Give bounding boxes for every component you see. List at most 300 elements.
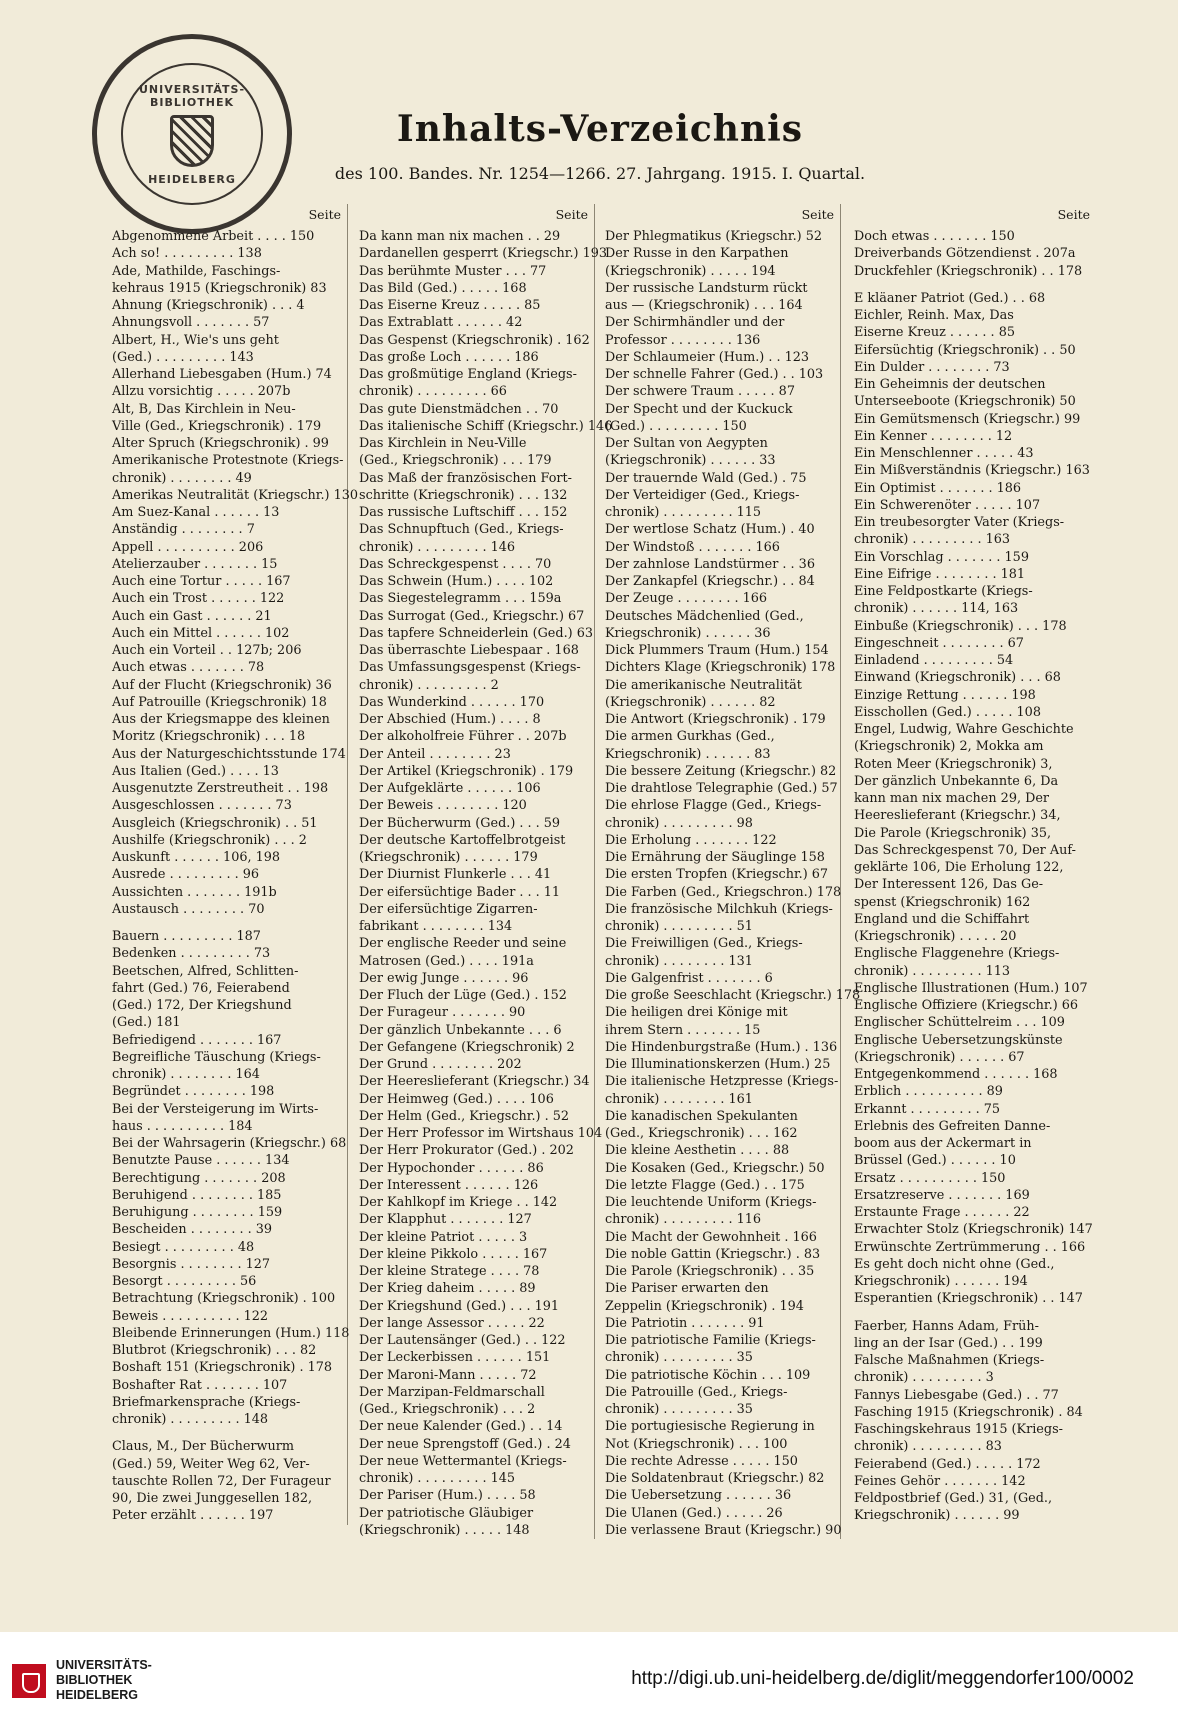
- index-entry: Ein Geheimnis der deutschen: [854, 377, 1046, 392]
- index-entry: Auch ein Mittel . . . . . . 102: [112, 625, 290, 641]
- index-entry: kann man nix machen 29, Der: [854, 791, 1050, 806]
- index-entry: Das italienische Schiff (Kriegschr.) 146: [359, 418, 613, 434]
- index-entry: Kriegschronik) . . . . . . 194: [854, 1274, 1028, 1289]
- page-heading: [300, 108, 900, 183]
- index-entry: Eisschollen (Ged.) . . . . . 108: [854, 704, 1041, 720]
- index-entry: Betrachtung (Kriegschronik) . 100: [112, 1291, 336, 1307]
- index-entry: Alt, B, Das Kirchlein in Neu-: [112, 401, 296, 417]
- index-entry: Der englische Reeder und seine: [359, 936, 567, 952]
- index-entry: Ein Schwerenöter . . . . . 107: [854, 497, 1041, 513]
- index-entry: chronik) . . . . . . . . 164: [112, 1067, 260, 1082]
- index-entry: Ein treubesorgter Vater (Kriegs-: [854, 515, 1065, 530]
- index-entry: chronik) . . . . . . . . . 116: [605, 1212, 762, 1228]
- logo-line-1: UNIVERSITÄTS-: [56, 1658, 152, 1672]
- index-entry: Englische Offiziere (Kriegschr.) 66: [854, 998, 1079, 1013]
- index-column-2: [359, 204, 613, 1539]
- column-header: Seite: [308, 207, 341, 222]
- index-entry: Die leuchtende Uniform (Kriegs-: [605, 1195, 817, 1210]
- index-entry: Falsche Maßnahmen (Kriegs-: [854, 1353, 1045, 1368]
- index-entry: Der Grund . . . . . . . . 202: [359, 1057, 522, 1072]
- index-entry: chronik) . . . . . . . . . 2: [359, 677, 499, 693]
- index-entry: Das Eiserne Kreuz . . . . . 85: [359, 298, 541, 313]
- stamp-top-text: UNIVERSITÄTS-BIBLIOTHEK: [138, 82, 246, 109]
- index-entry: Begreifliche Täuschung (Kriegs-: [112, 1049, 321, 1065]
- index-entry: (Kriegschronik) . . . . . . 67: [854, 1049, 1025, 1065]
- index-entry: Beruhigend . . . . . . . . 185: [112, 1187, 282, 1203]
- index-entry: Ausgeschlossen . . . . . . . 73: [112, 798, 292, 814]
- index-entry: Beweis . . . . . . . . . . 122: [112, 1308, 269, 1324]
- index-entry: Die ersten Tropfen (Kriegschr.) 67: [605, 867, 829, 883]
- index-entry: Erstaunte Frage . . . . . . 22: [854, 1205, 1030, 1220]
- index-entry: Das Extrablatt . . . . . . 42: [359, 315, 523, 331]
- index-entry: Aus der Kriegsmappe des kleinen: [112, 712, 330, 727]
- index-entry: Auch ein Gast . . . . . . 21: [112, 608, 272, 624]
- index-entry: Der Krieg daheim . . . . . 89: [359, 1281, 536, 1297]
- index-entry: Besorgt . . . . . . . . . 56: [112, 1274, 257, 1289]
- index-entry: Der Specht und der Kuckuck: [605, 401, 793, 417]
- index-entry: Faerber, Hanns Adam, Früh-: [854, 1318, 1039, 1334]
- index-entry: Das Schreckgespenst . . . . 70: [359, 556, 552, 572]
- index-entry: Auf Patrouille (Kriegschronik) 18: [112, 694, 327, 710]
- index-entry: Der neue Kalender (Ged.) . . 14: [359, 1419, 563, 1435]
- index-entry: Ach so! . . . . . . . . . 138: [112, 246, 262, 262]
- index-entry: Das russische Luftschiff . . . 152: [359, 505, 568, 520]
- index-entry: Die Illuminationskerzen (Hum.) 25: [605, 1057, 831, 1072]
- index-entry: Der Artikel (Kriegschronik) . 179: [359, 763, 574, 779]
- index-entry: Der Russe in den Karpathen: [605, 246, 789, 262]
- index-entry: Austausch . . . . . . . . 70: [112, 901, 265, 917]
- index-entry: Atelierzauber . . . . . . . 15: [112, 556, 278, 572]
- index-entry: Der Klapphut . . . . . . . 127: [359, 1212, 532, 1228]
- index-entry: Eine Eifrige . . . . . . . . 181: [854, 566, 1026, 582]
- index-entry: Einladend . . . . . . . . . 54: [854, 653, 1014, 668]
- index-entry: Dreiverbands Götzendienst . 207a: [854, 246, 1076, 262]
- index-entry: Engel, Ludwig, Wahre Geschichte: [854, 722, 1074, 737]
- index-entry: chronik) . . . . . . . . . 146: [359, 539, 516, 555]
- index-entry: Ein Mißverständnis (Kriegschr.) 163: [854, 463, 1090, 479]
- index-entry: 90, Die zwei Junggesellen 182,: [112, 1491, 313, 1506]
- index-entry: schritte (Kriegschronik) . . . 132: [359, 487, 568, 503]
- index-entry: Erwachter Stolz (Kriegschronik) 147: [854, 1222, 1093, 1238]
- index-entry: Boshaft 151 (Kriegschronik) . 178: [112, 1360, 333, 1376]
- index-entry: (Kriegschronik) . . . . . 148: [359, 1522, 530, 1538]
- index-entry: Der kleine Pikkolo . . . . . 167: [359, 1246, 548, 1262]
- index-entry: Der Phlegmatikus (Kriegschr.) 52: [605, 229, 822, 244]
- index-entry: kehraus 1915 (Kriegschronik) 83: [112, 280, 327, 296]
- index-entry: Der Diurnist Flunkerle . . . 41: [359, 867, 552, 883]
- index-entry: Kriegschronik) . . . . . . 36: [605, 625, 771, 641]
- index-entry: Dick Plummers Traum (Hum.) 154: [605, 643, 829, 658]
- index-entry: chronik) . . . . . . . . 131: [605, 953, 753, 969]
- index-entry: Der Aufgeklärte . . . . . . 106: [359, 781, 541, 796]
- index-entry: Der Interessent . . . . . . 126: [359, 1177, 539, 1193]
- index-entry: Anständig . . . . . . . . 7: [112, 522, 255, 538]
- index-entry: Der trauernde Wald (Ged.) . 75: [605, 470, 807, 486]
- index-entry: Das Kirchlein in Neu-Ville: [359, 436, 527, 451]
- index-entry: Auch ein Trost . . . . . . 122: [112, 591, 285, 607]
- index-entry: Die Hindenburgstraße (Hum.) . 136: [605, 1039, 838, 1055]
- index-entry: Englische Flaggenehre (Kriegs-: [854, 946, 1060, 962]
- index-entry: Die patriotische Köchin . . . 109: [605, 1367, 811, 1383]
- index-entry: Die drahtlose Telegraphie (Ged.) 57: [605, 781, 838, 796]
- index-entry: Eiserne Kreuz . . . . . . 85: [854, 325, 1015, 341]
- index-entry: Ade, Mathilde, Faschings-: [112, 263, 281, 279]
- index-entry: (Kriegschronik) . . . . . 194: [605, 263, 776, 279]
- index-entry: Der Marzipan-Feldmarschall: [359, 1384, 545, 1400]
- index-entry: Berechtigung . . . . . . . 208: [112, 1170, 286, 1186]
- index-entry: Der Bücherwurm (Ged.) . . . 59: [359, 815, 561, 831]
- index-entry: Die noble Gattin (Kriegschr.) . 83: [605, 1246, 821, 1262]
- index-entry: Das Gespenst (Kriegschronik) . 162: [359, 332, 590, 348]
- index-entry: Amerikanische Protestnote (Kriegs-: [112, 453, 344, 469]
- index-entry: Benutzte Pause . . . . . . 134: [112, 1153, 290, 1169]
- index-entry: Die portugiesische Regierung in: [605, 1419, 815, 1435]
- index-entry: Am Suez-Kanal . . . . . . 13: [112, 505, 280, 520]
- index-entry: Professor . . . . . . . . 136: [605, 332, 761, 348]
- index-entry: (Kriegschronik) . . . . . . 33: [605, 453, 776, 469]
- index-entry: Englische Illustrationen (Hum.) 107: [854, 980, 1088, 996]
- index-entry: Der Kahlkopf im Kriege . . 142: [359, 1195, 558, 1210]
- index-entry: (Ged., Kriegschronik) . . . 2: [359, 1402, 536, 1417]
- index-entry: Der Furageur . . . . . . . 90: [359, 1005, 526, 1021]
- index-entry: (Kriegschronik) 2, Mokka am: [854, 739, 1044, 755]
- index-entry: Albert, H., Wie's uns geht: [112, 332, 279, 348]
- index-entry: Das berühmte Muster . . . 77: [359, 263, 547, 279]
- index-entry: Die amerikanische Neutralität: [605, 677, 802, 693]
- coat-of-arms-icon: [170, 115, 214, 167]
- stamp-inner-ring: [121, 63, 263, 205]
- index-entry: Die heiligen drei Könige mit: [605, 1005, 788, 1021]
- index-entry: Heereslieferant (Kriegschr.) 34,: [854, 808, 1061, 824]
- index-entry: Ersatzreserve . . . . . . . 169: [854, 1187, 1030, 1203]
- index-entry: Es geht doch nicht ohne (Ged.,: [854, 1256, 1055, 1272]
- index-columns: [112, 204, 1092, 1564]
- index-entry: (Ged.) 172, Der Kriegshund: [112, 998, 292, 1013]
- index-entry: Bescheiden . . . . . . . . 39: [112, 1222, 273, 1238]
- index-entry: Roten Meer (Kriegschronik) 3,: [854, 756, 1053, 772]
- index-entry: Bei der Wahrsagerin (Kriegschr.) 68: [112, 1136, 347, 1151]
- index-column-3: [605, 204, 861, 1539]
- index-entry: Die patriotische Familie (Kriegs-: [605, 1333, 816, 1348]
- index-entry: Der ewig Junge . . . . . . 96: [359, 970, 529, 986]
- index-entry: Brüssel (Ged.) . . . . . . 10: [854, 1153, 1016, 1169]
- index-entry: Der Maroni-Mann . . . . . 72: [359, 1367, 537, 1383]
- index-entry: Erwünschte Zertrümmerung . . 166: [854, 1239, 1086, 1255]
- index-entry: Der Zeuge . . . . . . . . 166: [605, 591, 768, 607]
- permalink-url[interactable]: http://digi.ub.uni-heidelberg.de/diglit/meggendorfer100/0002: [631, 1668, 1134, 1689]
- index-entry: Der schwere Traum . . . . . 87: [605, 384, 795, 400]
- index-entry: Blutbrot (Kriegschronik) . . . 82: [112, 1343, 317, 1358]
- index-entry: Auch eine Tortur . . . . . 167: [112, 574, 291, 589]
- index-entry: chronik) . . . . . . . . . 113: [854, 963, 1011, 979]
- index-entry: (Ged., Kriegschronik) . . . 162: [605, 1126, 798, 1141]
- index-entry: Das Wunderkind . . . . . . 170: [359, 694, 545, 710]
- index-entry: Aussichten . . . . . . . 191b: [112, 884, 277, 900]
- index-entry: Ein Vorschlag . . . . . . . 159: [854, 549, 1029, 565]
- index-entry: Ahnung (Kriegschronik) . . . 4: [112, 298, 305, 313]
- index-entry: Ein Kenner . . . . . . . . 12: [854, 428, 1013, 444]
- index-entry: Bleibende Erinnerungen (Hum.) 118: [112, 1325, 350, 1341]
- index-entry: Der zahnlose Landstürmer . . 36: [605, 556, 815, 572]
- index-entry: boom aus der Ackermart in: [854, 1136, 1032, 1151]
- index-entry: Der Herr Prokurator (Ged.) . 202: [359, 1143, 574, 1159]
- index-entry: Briefmarkensprache (Kriegs-: [112, 1394, 301, 1410]
- logo-line-2: BIBLIOTHEK: [56, 1673, 133, 1687]
- index-entry: Der lange Assessor . . . . . 22: [359, 1315, 545, 1331]
- index-entry: Ein Optimist . . . . . . . 186: [854, 480, 1022, 496]
- index-entry: Der eifersüchtige Zigarren-: [359, 901, 538, 917]
- index-entry: (Ged., Kriegschronik) . . . 179: [359, 453, 552, 469]
- index-entry: Der Helm (Ged., Kriegschr.) . 52: [359, 1108, 569, 1124]
- index-entry: Der patriotische Gläubiger: [359, 1505, 534, 1521]
- index-entry: Das Bild (Ged.) . . . . . 168: [359, 280, 527, 296]
- index-entry: Der wertlose Schatz (Hum.) . 40: [605, 522, 815, 538]
- index-entry: Ville (Ged., Kriegschronik) . 179: [112, 418, 322, 434]
- index-entry: Peter erzählt . . . . . . 197: [112, 1508, 274, 1524]
- index-entry: (Ged.) . . . . . . . . . 150: [605, 418, 747, 434]
- library-logo-icon: [12, 1664, 46, 1698]
- viewer-footer: [0, 1632, 1178, 1729]
- index-entry: Englische Uebersetzungskünste: [854, 1032, 1063, 1048]
- index-entry: chronik) . . . . . . . . . 145: [359, 1471, 516, 1486]
- index-entry: Esperantien (Kriegschronik) . . 147: [854, 1291, 1083, 1307]
- index-entry: Einwand (Kriegschronik) . . . 68: [854, 670, 1061, 686]
- index-entry: Feines Gehör . . . . . . . 142: [854, 1473, 1026, 1489]
- index-entry: Die rechte Adresse . . . . . 150: [605, 1453, 798, 1469]
- index-entry: Bei der Versteigerung im Wirts-: [112, 1101, 319, 1117]
- index-entry: Abgenommene Arbeit . . . . 150: [112, 229, 315, 244]
- index-entry: Der Herr Professor im Wirtshaus 104: [359, 1126, 603, 1141]
- index-entry: chronik) . . . . . . . . . 115: [605, 505, 762, 520]
- index-entry: Die Uebersetzung . . . . . . 36: [605, 1488, 792, 1504]
- index-entry: Die Farben (Ged., Kriegschron.) 178: [605, 884, 842, 900]
- index-entry: Der Sultan von Aegypten: [605, 436, 768, 451]
- index-entry: Die kanadischen Spekulanten: [605, 1108, 798, 1124]
- index-entry: Ahnungsvoll . . . . . . . 57: [112, 315, 270, 331]
- index-entry: Der Verteidiger (Ged., Kriegs-: [605, 487, 800, 503]
- index-entry: Eingeschneit . . . . . . . . 67: [854, 635, 1024, 651]
- index-entry: Kriegschronik) . . . . . . 99: [854, 1508, 1020, 1524]
- library-logo-text: [56, 1658, 152, 1703]
- index-entry: Bauern . . . . . . . . . 187: [112, 929, 261, 944]
- index-entry: Der kleine Stratege . . . . 78: [359, 1264, 540, 1279]
- index-entry: Beruhigung . . . . . . . . 159: [112, 1205, 283, 1220]
- index-entry: Dichters Klage (Kriegschronik) 178: [605, 660, 836, 676]
- index-entry: Feierabend (Ged.) . . . . . 172: [854, 1456, 1041, 1472]
- index-entry: Der Schirmhändler und der: [605, 315, 785, 331]
- index-entry: Entgegenkommend . . . . . . 168: [854, 1067, 1058, 1082]
- index-entry: Der Fluch der Lüge (Ged.) . 152: [359, 988, 567, 1003]
- index-entry: Aus der Naturgeschichtsstunde 174: [112, 746, 346, 762]
- index-entry: Eichler, Reinh. Max, Das: [854, 308, 1014, 323]
- index-entry: Einbuße (Kriegschronik) . . . 178: [854, 618, 1067, 634]
- index-entry: Das überraschte Liebespaar . 168: [359, 643, 579, 658]
- index-entry: Der Anteil . . . . . . . . 23: [359, 746, 511, 762]
- index-entry: chronik) . . . . . . . . . 51: [605, 919, 753, 934]
- index-entry: Auch etwas . . . . . . . 78: [112, 660, 265, 676]
- index-entry: Zeppelin (Kriegschronik) . 194: [605, 1298, 804, 1314]
- index-entry: chronik) . . . . . . . . 49: [112, 470, 252, 486]
- index-entry: Amerikas Neutralität (Kriegschr.) 130: [112, 487, 359, 503]
- index-entry: Die Freiwilligen (Ged., Kriegs-: [605, 936, 803, 952]
- index-entry: Die Parole (Kriegschronik) . . 35: [605, 1264, 815, 1279]
- index-entry: Die Patriotin . . . . . . . 91: [605, 1315, 765, 1331]
- index-entry: Der kleine Patriot . . . . . 3: [359, 1229, 528, 1245]
- index-column-1: [112, 204, 359, 1525]
- index-entry: (Kriegschronik) . . . . . . 179: [359, 850, 538, 865]
- index-entry: chronik) . . . . . . . . . 3: [854, 1370, 994, 1386]
- index-entry: Appell . . . . . . . . . . 206: [112, 539, 264, 555]
- index-entry: tauschte Rollen 72, Der Furageur: [112, 1473, 331, 1489]
- index-entry: Das Schreckgespenst 70, Der Auf-: [854, 842, 1076, 858]
- index-entry: Der russische Landsturm rückt: [605, 280, 808, 296]
- index-entry: Die armen Gurkhas (Ged.,: [605, 729, 775, 745]
- index-entry: Erkannt . . . . . . . . . 75: [854, 1101, 1001, 1117]
- index-entry: aus — (Kriegschronik) . . . 164: [605, 298, 803, 313]
- index-entry: Ausgenutzte Zerstreutheit . . 198: [112, 781, 329, 796]
- index-entry: (Ged.) . . . . . . . . . 143: [112, 349, 254, 365]
- index-entry: Allzu vorsichtig . . . . . 207b: [112, 384, 291, 400]
- index-entry: Not (Kriegschronik) . . . 100: [605, 1436, 788, 1452]
- index-entry: Der deutsche Kartoffelbrotgeist: [359, 832, 566, 848]
- library-logo[interactable]: [12, 1658, 152, 1703]
- index-entry: (Kriegschronik) . . . . . 20: [854, 929, 1017, 944]
- index-entry: Doch etwas . . . . . . . 150: [854, 229, 1015, 244]
- index-entry: chronik) . . . . . . . . . 35: [605, 1350, 753, 1366]
- index-entry: Moritz (Kriegschronik) . . . 18: [112, 729, 306, 745]
- index-entry: fabrikant . . . . . . . . 134: [359, 919, 513, 934]
- index-entry: Allerhand Liebesgaben (Hum.) 74: [112, 367, 332, 382]
- index-entry: Die große Seeschlacht (Kriegschr.) 178: [605, 988, 861, 1003]
- index-entry: (Kriegschronik) . . . . . . 82: [605, 694, 776, 710]
- index-entry: Unterseeboote (Kriegschronik) 50: [854, 394, 1076, 410]
- index-entry: Das Siegestelegramm . . . 159a: [359, 591, 562, 607]
- index-entry: Da kann man nix machen . . 29: [359, 229, 561, 244]
- index-entry: Das gute Dienstmädchen . . 70: [359, 401, 559, 417]
- index-entry: Der Beweis . . . . . . . . 120: [359, 798, 527, 814]
- index-entry: Der Leckerbissen . . . . . . 151: [359, 1350, 551, 1366]
- index-entry: Einzige Rettung . . . . . . 198: [854, 687, 1036, 703]
- index-entry: Faschingskehraus 1915 (Kriegs-: [854, 1422, 1063, 1437]
- index-entry: Das großmütige England (Kriegs-: [359, 367, 577, 382]
- column-header: Seite: [1057, 207, 1090, 222]
- index-entry: Begründet . . . . . . . . 198: [112, 1084, 275, 1100]
- index-entry: Das Schwein (Hum.) . . . . 102: [359, 574, 554, 589]
- index-entry: Deutsches Mädchenlied (Ged.,: [605, 608, 804, 624]
- index-entry: Besiegt . . . . . . . . . 48: [112, 1239, 255, 1255]
- page-subtitle: des 100. Bandes. Nr. 1254—1266. 27. Jahrgang. 1915. I. Quartal.: [334, 164, 866, 183]
- index-entry: (Ged.) 59, Weiter Weg 62, Ver-: [112, 1456, 310, 1472]
- index-entry: Der neue Wettermantel (Kriegs-: [359, 1453, 567, 1469]
- index-entry: Die Patrouille (Ged., Kriegs-: [605, 1384, 788, 1400]
- index-entry: Die kleine Aesthetin . . . . 88: [605, 1143, 790, 1159]
- index-entry: fahrt (Ged.) 76, Feierabend: [112, 980, 290, 996]
- index-entry: Die Galgenfrist . . . . . . . 6: [605, 970, 773, 986]
- index-entry: Claus, M., Der Bücherwurm: [112, 1439, 294, 1455]
- index-entry: Der Kriegshund (Ged.) . . . 191: [359, 1298, 560, 1314]
- index-entry: Ein Gemütsmensch (Kriegschr.) 99: [854, 411, 1081, 427]
- index-entry: Die Soldatenbraut (Kriegschr.) 82: [605, 1471, 825, 1486]
- index-entry: Auf der Flucht (Kriegschronik) 36: [112, 677, 332, 693]
- index-entry: Ausgleich (Kriegschronik) . . 51: [112, 815, 318, 831]
- index-entry: Auskunft . . . . . . 106, 198: [112, 850, 281, 865]
- index-entry: Ein Menschlenner . . . . . 43: [854, 446, 1034, 461]
- index-entry: spenst (Kriegschronik) 162: [854, 894, 1031, 910]
- index-entry: Aushilfe (Kriegschronik) . . . 2: [112, 832, 307, 848]
- index-entry: Ein Dulder . . . . . . . . 73: [854, 359, 1010, 375]
- index-entry: Erlebnis des Gefreiten Danne-: [854, 1118, 1051, 1134]
- page-title: Inhalts-Verzeichnis: [396, 108, 804, 150]
- stamp-bottom-text: HEIDELBERG: [148, 172, 236, 186]
- index-entry: Das Schnupftuch (Ged., Kriegs-: [359, 522, 564, 538]
- index-entry: Fasching 1915 (Kriegschronik) . 84: [854, 1404, 1083, 1420]
- index-entry: Der Heereslieferant (Kriegschr.) 34: [359, 1074, 590, 1090]
- index-entry: Aus Italien (Ged.) . . . . 13: [112, 763, 279, 779]
- index-entry: Eine Feldpostkarte (Kriegs-: [854, 584, 1033, 599]
- index-entry: Das Umfassungsgespenst (Kriegs-: [359, 660, 581, 676]
- index-entry: Feldpostbrief (Ged.) 31, (Ged.,: [854, 1491, 1053, 1506]
- index-entry: Der alkoholfreie Führer . . 207b: [359, 729, 567, 745]
- index-entry: Druckfehler (Kriegschronik) . . 178: [854, 263, 1083, 279]
- index-entry: Boshafter Rat . . . . . . . 107: [112, 1377, 288, 1393]
- index-entry: chronik) . . . . . . . . . 163: [854, 532, 1011, 548]
- column-header: Seite: [555, 207, 588, 222]
- index-entry: Der Zankapfel (Kriegschr.) . . 84: [605, 574, 815, 589]
- index-entry: Beetschen, Alfred, Schlitten-: [112, 963, 299, 979]
- index-entry: Ersatz . . . . . . . . . . 150: [854, 1170, 1006, 1186]
- index-entry: chronik) . . . . . . . . . 148: [112, 1412, 269, 1427]
- index-entry: Auch ein Vorteil . . 127b; 206: [112, 643, 302, 658]
- index-entry: Dardanellen gesperrt (Kriegschr.) 193: [359, 246, 608, 262]
- index-entry: Erblich . . . . . . . . . . 89: [854, 1084, 1003, 1100]
- index-entry: ling an der Isar (Ged.) . . 199: [854, 1335, 1043, 1351]
- index-entry: Die Parole (Kriegschronik) 35,: [854, 825, 1052, 841]
- index-entry: Der schnelle Fahrer (Ged.) . . 103: [605, 367, 824, 382]
- index-entry: Fannys Liebesgabe (Ged.) . . 77: [854, 1387, 1059, 1403]
- index-entry: Der Windstoß . . . . . . . 166: [605, 539, 780, 555]
- index-entry: Bedenken . . . . . . . . . 73: [112, 946, 271, 962]
- index-entry: Der Heimweg (Ged.) . . . . 106: [359, 1091, 554, 1107]
- index-entry: Der Interessent 126, Das Ge-: [854, 877, 1044, 893]
- index-entry: chronik) . . . . . . . . . 83: [854, 1439, 1002, 1455]
- index-entry: Der Gefangene (Kriegschronik) 2: [359, 1039, 575, 1055]
- index-entry: Kriegschronik) . . . . . . 83: [605, 746, 771, 762]
- index-entry: Das große Loch . . . . . . 186: [359, 349, 539, 365]
- index-entry: Der Schlaumeier (Hum.) . . 123: [605, 349, 810, 365]
- column-header: Seite: [801, 207, 834, 222]
- index-entry: Die italienische Hetzpresse (Kriegs-: [605, 1074, 839, 1090]
- index-entry: England und die Schiffahrt: [854, 911, 1030, 927]
- index-entry: chronik) . . . . . . . . . 35: [605, 1402, 753, 1417]
- index-entry: Der gänzlich Unbekannte 6, Da: [854, 773, 1059, 789]
- index-entry: chronik) . . . . . . 114, 163: [854, 601, 1019, 617]
- index-entry: Die Erholung . . . . . . . 122: [605, 832, 777, 848]
- index-entry: Der Lautensänger (Ged.) . . 122: [359, 1333, 566, 1348]
- index-entry: Der Hypochonder . . . . . . 86: [359, 1160, 544, 1176]
- index-entry: Eifersüchtig (Kriegschronik) . . 50: [854, 342, 1076, 358]
- index-entry: Die ehrlose Flagge (Ged., Kriegs-: [605, 798, 822, 814]
- index-entry: Befriedigend . . . . . . . 167: [112, 1032, 282, 1048]
- index-entry: Die bessere Zeitung (Kriegschr.) 82: [605, 763, 837, 779]
- index-entry: Die Kosaken (Ged., Kriegschr.) 50: [605, 1160, 825, 1176]
- index-entry: ihrem Stern . . . . . . . 15: [605, 1022, 761, 1038]
- index-entry: chronik) . . . . . . . . . 98: [605, 815, 753, 831]
- index-entry: Die Ulanen (Ged.) . . . . . 26: [605, 1505, 783, 1521]
- index-entry: Die verlassene Braut (Kriegschr.) 90: [605, 1522, 842, 1538]
- index-entry: Der gänzlich Unbekannte . . . 6: [359, 1022, 562, 1038]
- index-entry: Ausrede . . . . . . . . . 96: [112, 867, 260, 883]
- index-entry: chronik) . . . . . . . . 161: [605, 1091, 753, 1107]
